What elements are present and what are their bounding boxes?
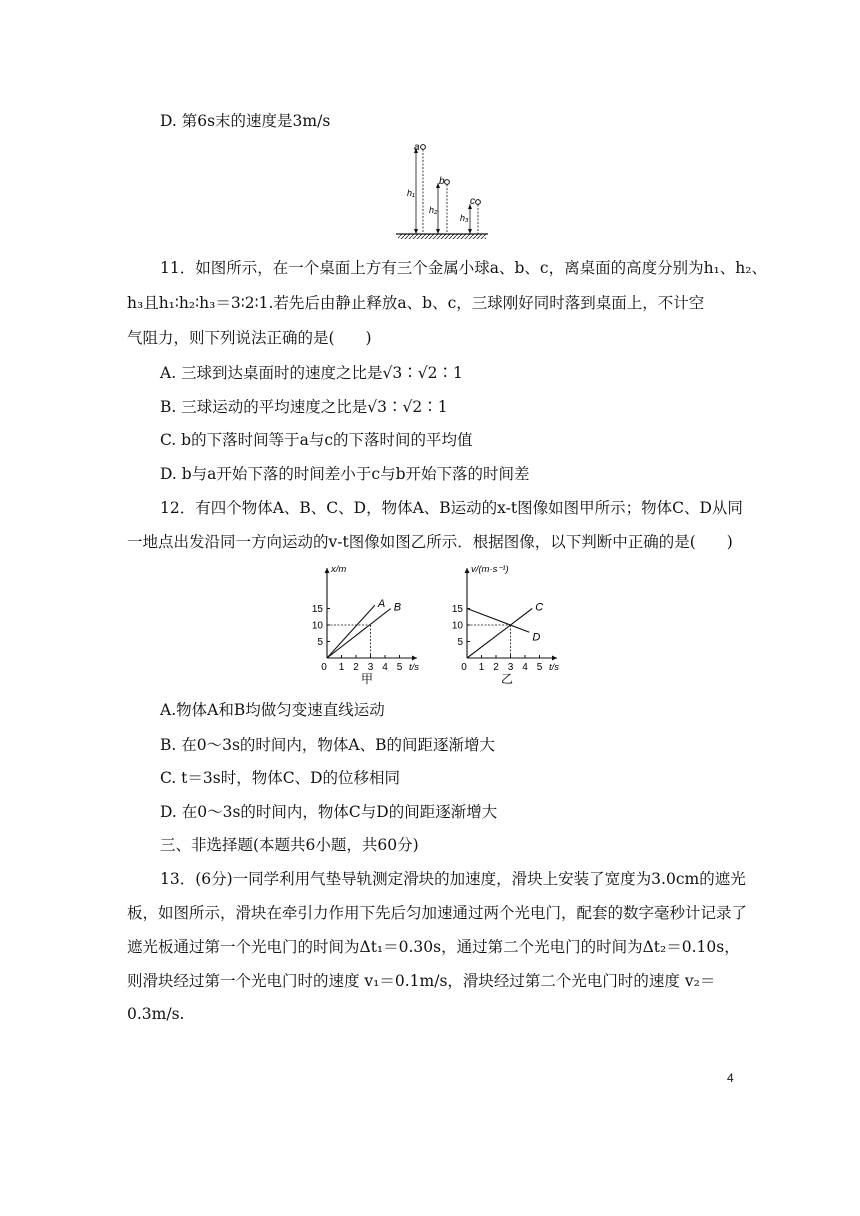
ball-b — [445, 180, 450, 185]
x-tick-label: 0 — [321, 662, 327, 673]
page-number: 4 — [727, 1071, 734, 1085]
q12-stem-line1: 12．有四个物体A、B、C、D，物体A、B运动的x-t图像如图甲所示；物体C、D从同 — [160, 499, 743, 517]
q12-option-c: C. t＝3s时，物体C、D的位移相同 — [160, 769, 400, 787]
x-axis-label: t/s — [408, 662, 419, 673]
x-tick-label: 0 — [461, 662, 467, 673]
x-axis-label: t/s — [548, 662, 559, 673]
q11-stem-line2: h₃且h₁∶h₂∶h₃＝3∶2∶1.若先后由静止释放a、b、c，三球刚好同时落到桌面上，不计空 — [127, 294, 705, 312]
q13-line3: 遮光板通过第一个光电门的时间为Δt₁＝0.30s，通过第二个光电门的时间为Δt₂＝0.10s， — [127, 938, 740, 956]
q11-option-c: C. b的下落时间等于a与c的下落时间的平均值 — [160, 431, 473, 449]
q13-line5: 0.3m/s. — [127, 1005, 185, 1023]
x-axis-arrow — [552, 656, 557, 661]
chart-jia — [300, 560, 419, 686]
series-label-A: A — [377, 598, 386, 611]
q11-option-b: B. 三球运动的平均速度之比是√3∶√2∶1 — [160, 398, 448, 416]
series-label-B: B — [393, 601, 402, 614]
ball-a — [421, 145, 426, 150]
label-a: a — [414, 142, 420, 153]
q13-line4: 则滑块经过第一个光电门时的速度 v₁＝0.1m/s，滑块经过第二个光电门时的速度 v₂＝ — [127, 972, 716, 990]
x-tick-label: 3 — [507, 662, 514, 673]
x-tick-label: 4 — [382, 662, 388, 673]
x-tick-label: 3 — [367, 662, 374, 673]
y-tick-label: 15 — [451, 604, 463, 615]
section-3-heading: 三、非选择题(本题共6小题，共60分) — [160, 836, 419, 854]
x-tick-label: 5 — [396, 662, 403, 673]
series-line-A — [327, 605, 375, 658]
ball-drop-figure — [396, 140, 496, 242]
x-tick-label: 1 — [478, 662, 485, 673]
series-line-D — [467, 609, 529, 633]
label-c: c — [470, 196, 475, 207]
series-label-C: C — [535, 601, 544, 614]
series-line-B — [327, 609, 391, 659]
q10-option-d: D. 第6s末的速度是3m/s — [160, 112, 331, 130]
label-b: b — [439, 176, 445, 187]
series-label-D: D — [532, 631, 541, 644]
y-axis-label: x/m — [331, 564, 347, 575]
ball-c — [476, 200, 481, 205]
label-h1: h₁ — [407, 188, 415, 198]
q11-option-a: A. 三球到达桌面时的速度之比是√3∶√2∶1 — [160, 364, 463, 382]
chart-caption: 甲 — [360, 672, 374, 686]
y-tick-label: 10 — [451, 620, 463, 632]
y-tick-label: 5 — [457, 637, 463, 648]
x-tick-label: 1 — [338, 662, 345, 673]
y-tick-label: 10 — [311, 620, 323, 632]
chart-caption: 乙 — [500, 672, 514, 686]
y-tick-label: 15 — [311, 604, 323, 615]
x-tick-label: 2 — [353, 662, 359, 673]
label-h2: h₂ — [429, 205, 438, 215]
q11-stem-line1: 11．如图所示，在一个桌面上方有三个金属小球a、b、c，离桌面的高度分别为h₁、h₂、 — [160, 259, 767, 277]
chart-yi — [440, 560, 565, 685]
series-line-C — [467, 609, 532, 659]
q12-option-d: D. 在0～3s的时间内，物体C与D的间距逐渐增大 — [160, 803, 498, 821]
q13-line1: 13．(6分)一同学利用气垫导轨测定滑块的加速度，滑块上安装了宽度为3.0cm的遮光 — [160, 870, 746, 888]
x-axis-arrow — [412, 656, 417, 661]
x-tick-label: 5 — [536, 662, 543, 673]
y-axis-arrow — [465, 568, 470, 573]
x-tick-label: 4 — [522, 662, 528, 673]
y-axis-arrow — [325, 568, 330, 573]
x-tick-label: 2 — [493, 662, 499, 673]
y-axis-label: v/(m·s⁻¹) — [471, 564, 509, 575]
y-tick-label: 5 — [317, 637, 323, 648]
q11-stem-line3: 气阻力，则下列说法正确的是( ) — [127, 329, 372, 347]
table-surface — [398, 234, 486, 239]
q12-option-b: B. 在0～3s的时间内，物体A、B的间距逐渐增大 — [160, 736, 496, 754]
q13-line2: 板，如图所示，滑块在牵引力作用下先后匀加速通过两个光电门，配套的数字毫秒计记录了 — [127, 904, 748, 922]
label-h3: h₃ — [460, 213, 469, 223]
q12-stem-line2: 一地点出发沿同一方向运动的v-t图像如图乙所示．根据图像，以下判断中正确的是( ) — [127, 533, 733, 551]
q12-option-a: A.物体A和B均做匀变速直线运动 — [160, 701, 385, 719]
q11-option-d: D. b与a开始下落的时间差小于c与b开始下落的时间差 — [160, 465, 530, 483]
